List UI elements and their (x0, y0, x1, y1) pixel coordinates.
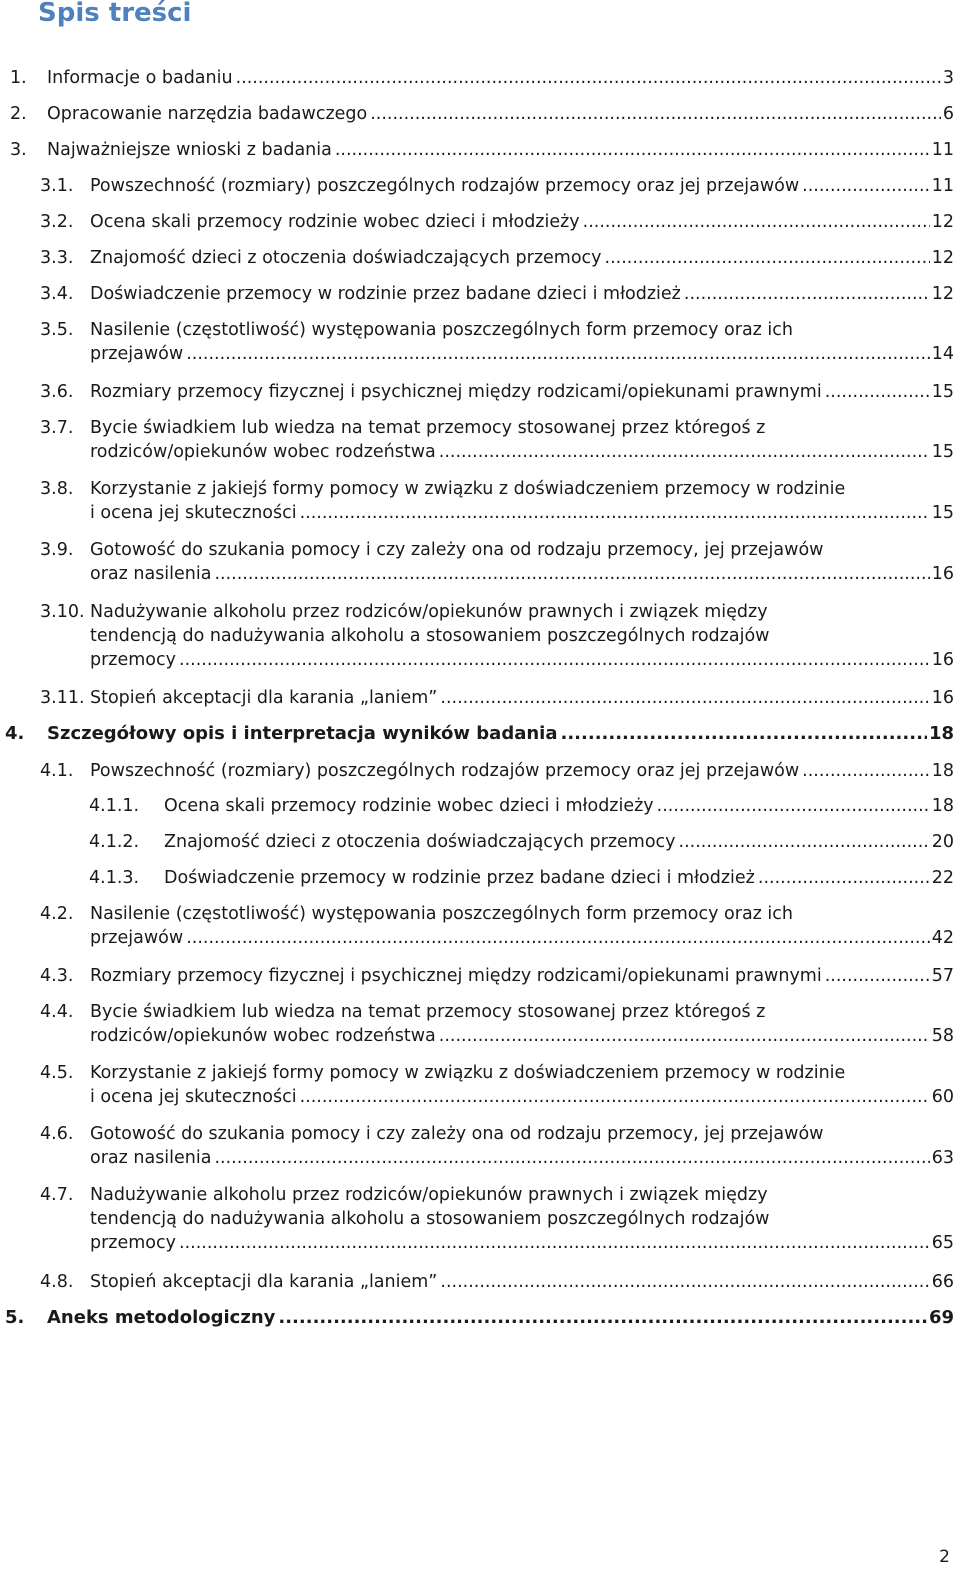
dot-leader (300, 1085, 930, 1109)
toc-entry-title: Stopień akceptacji dla karania „laniem” (90, 688, 438, 708)
toc-entry-number: 3.11. (40, 688, 85, 708)
toc-entry-title: Gotowość do szukania pomocy i czy zależy ona od rodzaju przemocy, jej przejawów (90, 1124, 824, 1144)
toc-entry-page: 11 (931, 176, 954, 196)
toc-entry-page: 15 (931, 503, 954, 523)
toc-entry-title-cont: i ocena jej skuteczności (90, 1087, 297, 1107)
toc-entry-title-cont: i ocena jej skuteczności (90, 503, 297, 523)
toc-entry-page: 18 (928, 723, 954, 744)
toc-entry-page: 22 (931, 868, 954, 888)
toc-entry-number: 3.8. (40, 479, 74, 499)
toc-entry-title: Nadużywanie alkoholu przez rodziców/opiekunów prawnych i związek między (90, 602, 768, 622)
toc-entry-page: 63 (931, 1148, 954, 1168)
dot-leader (802, 174, 930, 198)
toc-entry-title: Aneks metodologiczny (47, 1307, 276, 1328)
toc-entry-number: 4.4. (40, 1002, 74, 1022)
toc-entry-page: 15 (931, 382, 954, 402)
dot-leader (684, 282, 930, 306)
dot-leader (439, 440, 930, 464)
dot-leader (278, 1306, 927, 1330)
toc-entry-number: 4.8. (40, 1272, 74, 1292)
dot-leader (300, 501, 930, 525)
toc-entry-number: 3.2. (40, 212, 74, 232)
toc-entry-number: 3.6. (40, 382, 74, 402)
dot-leader (186, 926, 930, 950)
toc-entry-page: 12 (931, 212, 954, 232)
toc-entry-number: 4.1.1. (89, 796, 140, 816)
toc-entry-page: 15 (931, 442, 954, 462)
toc-entry-title: Ocena skali przemocy rodzinie wobec dzieci i młodzieży (164, 796, 654, 816)
toc-entry-title: Rozmiary przemocy fizycznej i psychicznej między rodzicami/opiekunami prawnymi (90, 966, 822, 986)
dot-leader (236, 66, 941, 90)
dot-leader (214, 562, 929, 586)
toc-entry-page: 42 (931, 928, 954, 948)
toc-entry-number: 4.5. (40, 1063, 74, 1083)
dot-leader (657, 794, 930, 818)
toc-entry-title: Korzystanie z jakiejś formy pomocy w związku z doświadczeniem przemocy w rodzinie (90, 1063, 846, 1083)
toc-entry-page: 58 (931, 1026, 954, 1046)
toc-entry-number: 3.4. (40, 284, 74, 304)
toc-entry-title-line2: tendencją do nadużywania alkoholu a stosowaniem poszczególnych rodzajów (90, 1209, 770, 1229)
toc-entry-title: Opracowanie narzędzia badawczego (47, 104, 368, 124)
toc-entry-title-cont: przemocy (90, 650, 176, 670)
dot-leader (440, 686, 929, 710)
toc-entry-title: Gotowość do szukania pomocy i czy zależy ona od rodzaju przemocy, jej przejawów (90, 540, 824, 560)
toc-entry-page: 14 (931, 344, 954, 364)
dot-leader (758, 866, 930, 890)
dot-leader (179, 648, 930, 672)
toc-entry-title: Najważniejsze wnioski z badania (47, 140, 332, 160)
toc-entry-page: 16 (931, 688, 954, 708)
toc-entry-title: Nasilenie (częstotliwość) występowania poszczególnych form przemocy oraz ich (90, 320, 793, 340)
toc-entry-title-cont: oraz nasilenia (90, 564, 212, 584)
dot-leader (605, 246, 930, 270)
toc-entry-page: 65 (931, 1233, 954, 1253)
toc-entry-title: Stopień akceptacji dla karania „laniem” (90, 1272, 438, 1292)
dot-leader (370, 102, 941, 126)
dot-leader (179, 1231, 930, 1255)
toc-entry-title: Znajomość dzieci z otoczenia doświadczających przemocy (90, 248, 602, 268)
toc-entry-title-line2: tendencją do nadużywania alkoholu a stosowaniem poszczególnych rodzajów (90, 626, 770, 646)
toc-entry-title: Bycie świadkiem lub wiedza na temat przemocy stosowanej przez któregoś z (90, 418, 766, 438)
toc-entry-title: Bycie świadkiem lub wiedza na temat przemocy stosowanej przez któregoś z (90, 1002, 766, 1022)
dot-leader (335, 138, 930, 162)
toc-entry-page: 11 (931, 140, 954, 160)
dot-leader (214, 1146, 929, 1170)
toc-entry-page: 18 (931, 761, 954, 781)
toc-entry-number: 3.1. (40, 176, 74, 196)
toc-entry-page: 16 (931, 564, 954, 584)
toc-entry-title: Powszechność (rozmiary) poszczególnych rodzajów przemocy oraz jej przejawów (90, 761, 800, 781)
toc-entry-number: 3.10. (40, 602, 85, 622)
toc-entry-page: 69 (928, 1307, 954, 1328)
toc-entry-title: Rozmiary przemocy fizycznej i psychicznej między rodzicami/opiekunami prawnymi (90, 382, 822, 402)
toc-entry-number: 3.9. (40, 540, 74, 560)
toc-entry-title: Nadużywanie alkoholu przez rodziców/opiekunów prawnych i związek między (90, 1185, 768, 1205)
toc-entry-title: Nasilenie (częstotliwość) występowania poszczególnych form przemocy oraz ich (90, 904, 793, 924)
toc-entry-title: Korzystanie z jakiejś formy pomocy w związku z doświadczeniem przemocy w rodzinie (90, 479, 846, 499)
toc-entry-title: Doświadczenie przemocy w rodzinie przez badane dzieci i młodzież (90, 284, 681, 304)
toc-entry-page: 20 (931, 832, 954, 852)
dot-leader (561, 722, 927, 746)
toc-entry-number: 5. (5, 1307, 25, 1328)
toc-entry-title-cont: oraz nasilenia (90, 1148, 212, 1168)
toc-entry-title-cont: przemocy (90, 1233, 176, 1253)
toc-entry-page: 16 (931, 650, 954, 670)
toc-entry-number: 3.5. (40, 320, 74, 340)
dot-leader (440, 1270, 929, 1294)
dot-leader (439, 1024, 930, 1048)
toc-entry-number: 4.3. (40, 966, 74, 986)
toc-title: Spis treści (38, 0, 192, 28)
toc-entry-page: 3 (942, 68, 954, 88)
toc-entry-title: Doświadczenie przemocy w rodzinie przez badane dzieci i młodzież (164, 868, 755, 888)
toc-entry-number: 3.3. (40, 248, 74, 268)
toc-entry-number: 4.7. (40, 1185, 74, 1205)
toc-entry-title-cont: rodziców/opiekunów wobec rodzeństwa (90, 1026, 436, 1046)
toc-entry-title: Informacje o badaniu (47, 68, 233, 88)
toc-entry-page: 57 (931, 966, 954, 986)
toc-entry-title: Powszechność (rozmiary) poszczególnych rodzajów przemocy oraz jej przejawów (90, 176, 800, 196)
toc-entry-number: 1. (10, 68, 27, 88)
toc-entry-title-cont: rodziców/opiekunów wobec rodzeństwa (90, 442, 436, 462)
toc-entry-page: 12 (931, 248, 954, 268)
toc-entry-title: Szczegółowy opis i interpretacja wyników badania (47, 723, 558, 744)
toc-entry-page: 60 (931, 1087, 954, 1107)
dot-leader (186, 342, 930, 366)
toc-entry-number: 2. (10, 104, 27, 124)
toc-entry-page: 6 (942, 104, 954, 124)
toc-entry-title: Ocena skali przemocy rodzinie wobec dzieci i młodzieży (90, 212, 580, 232)
dot-leader (583, 210, 930, 234)
toc-entry-number: 4.1.3. (89, 868, 140, 888)
toc-entry-number: 3.7. (40, 418, 74, 438)
toc-entry-page: 12 (931, 284, 954, 304)
toc-entry-title-cont: przejawów (90, 344, 184, 364)
toc-entry-number: 4.6. (40, 1124, 74, 1144)
dot-leader (825, 964, 930, 988)
page-number: 2 (939, 1547, 950, 1567)
dot-leader (825, 380, 930, 404)
toc-entry-title: Znajomość dzieci z otoczenia doświadczających przemocy (164, 832, 676, 852)
toc-entry-title-cont: przejawów (90, 928, 184, 948)
toc-entry-page: 18 (931, 796, 954, 816)
dot-leader (679, 830, 930, 854)
toc-entry-number: 4.1.2. (89, 832, 140, 852)
toc-entry-page: 66 (931, 1272, 954, 1292)
toc-entry-number: 4. (5, 723, 25, 744)
toc-entry-number: 3. (10, 140, 27, 160)
toc-entry-number: 4.1. (40, 761, 74, 781)
toc-entry-number: 4.2. (40, 904, 74, 924)
dot-leader (802, 759, 930, 783)
